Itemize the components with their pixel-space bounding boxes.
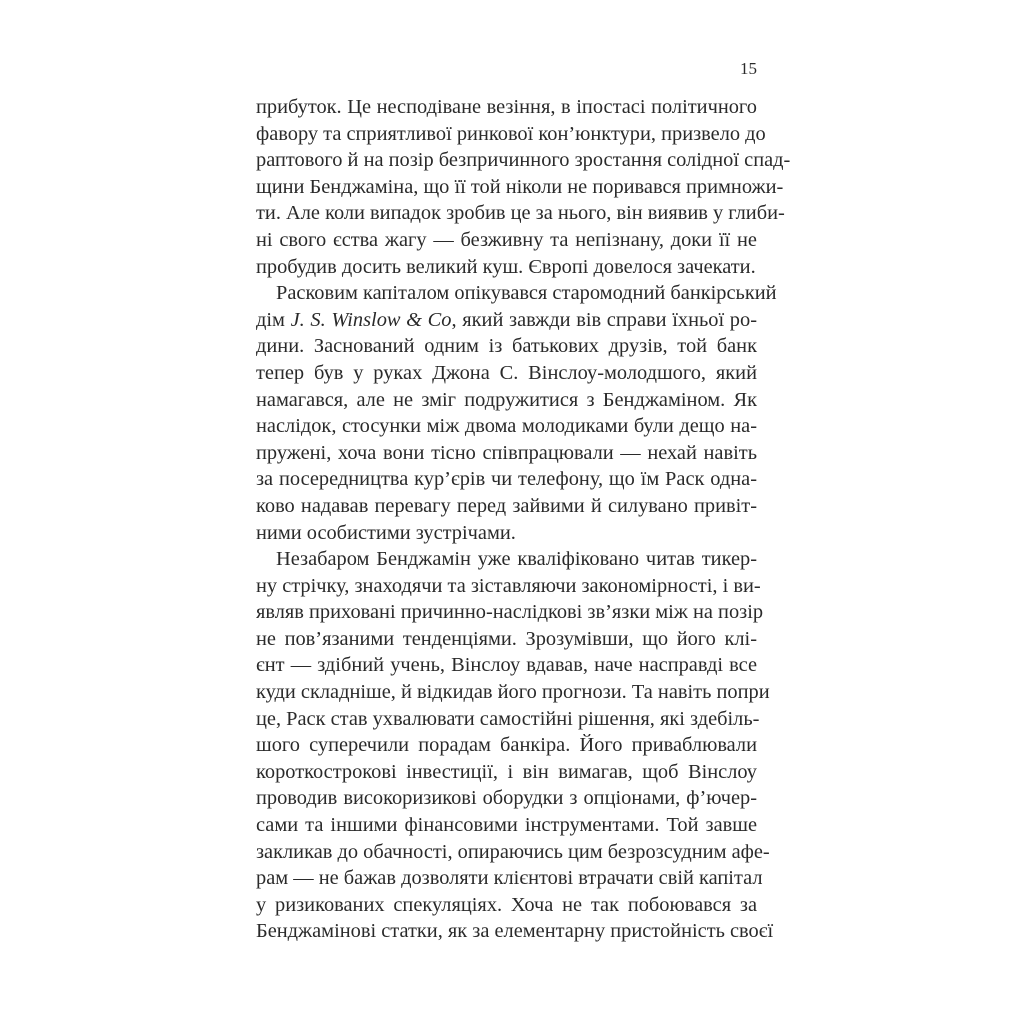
text-line: щини Бенджаміна, що її той ніколи не поривався примножи-: [256, 175, 784, 198]
page-number: 15: [740, 59, 757, 78]
text-line: ними особистими зустрічами.: [256, 521, 516, 544]
text-line: фавору та сприятливої ринкової кон’юнктури, призвело до: [256, 122, 766, 145]
text-line: у ризикованих спекуляціях. Хоча не так побоювався за: [256, 893, 757, 916]
text-line: рам — не бажав дозволяти клієнтові втрачати свій капітал: [256, 867, 763, 890]
text-line: Бенджамінові статки, як за елементарну пристойність своєї: [256, 920, 774, 943]
text-line: єнт — здібний учень, Вінслоу вдавав, наче насправді все: [256, 654, 757, 677]
text-line: пружені, хоча вони тісно співпрацювали — нехай навіть: [256, 441, 757, 464]
text-line: ти. Але коли випадок зробив це за нього, він виявив у глиби-: [256, 202, 785, 225]
text-line: наслідок, стосунки між двома молодиками були дещо на-: [256, 415, 757, 438]
text-line: раптового й на позір безпричинного зростання солідної спад-: [256, 149, 791, 172]
text-line: сами та іншими фінансовими інструментами. Той завше: [256, 814, 757, 837]
text-line: прибуток. Це несподіване везіння, в іпостасі політичного: [256, 96, 757, 118]
text-line: намагався, але не зміг подружитися з Бенджаміном. Як: [256, 388, 757, 411]
text-line: тепер був у руках Джона С. Вінслоу-молодшого, який: [256, 361, 757, 384]
text-line: шого суперечили порадам банкіра. Його приваблювали: [256, 734, 757, 757]
text-line: ні свого єства жагу — безживну та непізнану, доки її не: [256, 228, 757, 251]
company-name-italic: J. S. Winslow & Co: [290, 308, 452, 331]
text-line: не пов’язаними тенденціями. Зрозумівши, що його клі-: [256, 627, 757, 650]
text-line: ну стрічку, знаходячи та зіставляючи закономірності, і ви-: [256, 574, 761, 597]
text-line: Расковим капіталом опікувався старомодний банкірський: [276, 282, 777, 305]
text-line: проводив високоризикові оборудки з опціонами, ф’ючер-: [256, 787, 757, 810]
text-line: ково надавав перевагу перед зайвими й силувано привіт-: [256, 494, 757, 517]
text-fragment: дім: [256, 308, 291, 331]
paragraph-2: [256, 280, 777, 546]
text-line: являв приховані причинно-наслідкові зв’язки між на позір: [256, 601, 764, 624]
text-line: дини. Заснований одним із батькових друзів, той банк: [256, 335, 757, 358]
text-line: закликав до обачності, опираючись цим безрозсудним афе-: [256, 840, 770, 863]
text-line-with-italic: [256, 307, 757, 334]
text-fragment: , який завжди вів справи їхньої ро-: [451, 308, 757, 331]
paragraph-3: [256, 546, 774, 945]
text-line: Незабаром Бенджамін уже кваліфіковано читав тикер-: [276, 548, 757, 571]
text-line: короткострокові інвестиції, і він вимагав, щоб Вінслоу: [256, 760, 757, 783]
text-line: за посередництва кур’єрів чи телефону, що їм Раск одна-: [256, 468, 757, 491]
text-line: куди складніше, й відкидав його прогнози. Та навіть попри: [256, 681, 770, 704]
paragraph-1: [256, 94, 791, 280]
text-line: пробудив досить великий куш. Європі довелося зачекати.: [256, 255, 756, 278]
text-line: це, Раск став ухвалювати самостійні рішення, які здебіль-: [256, 707, 760, 730]
body-text: [256, 94, 791, 945]
